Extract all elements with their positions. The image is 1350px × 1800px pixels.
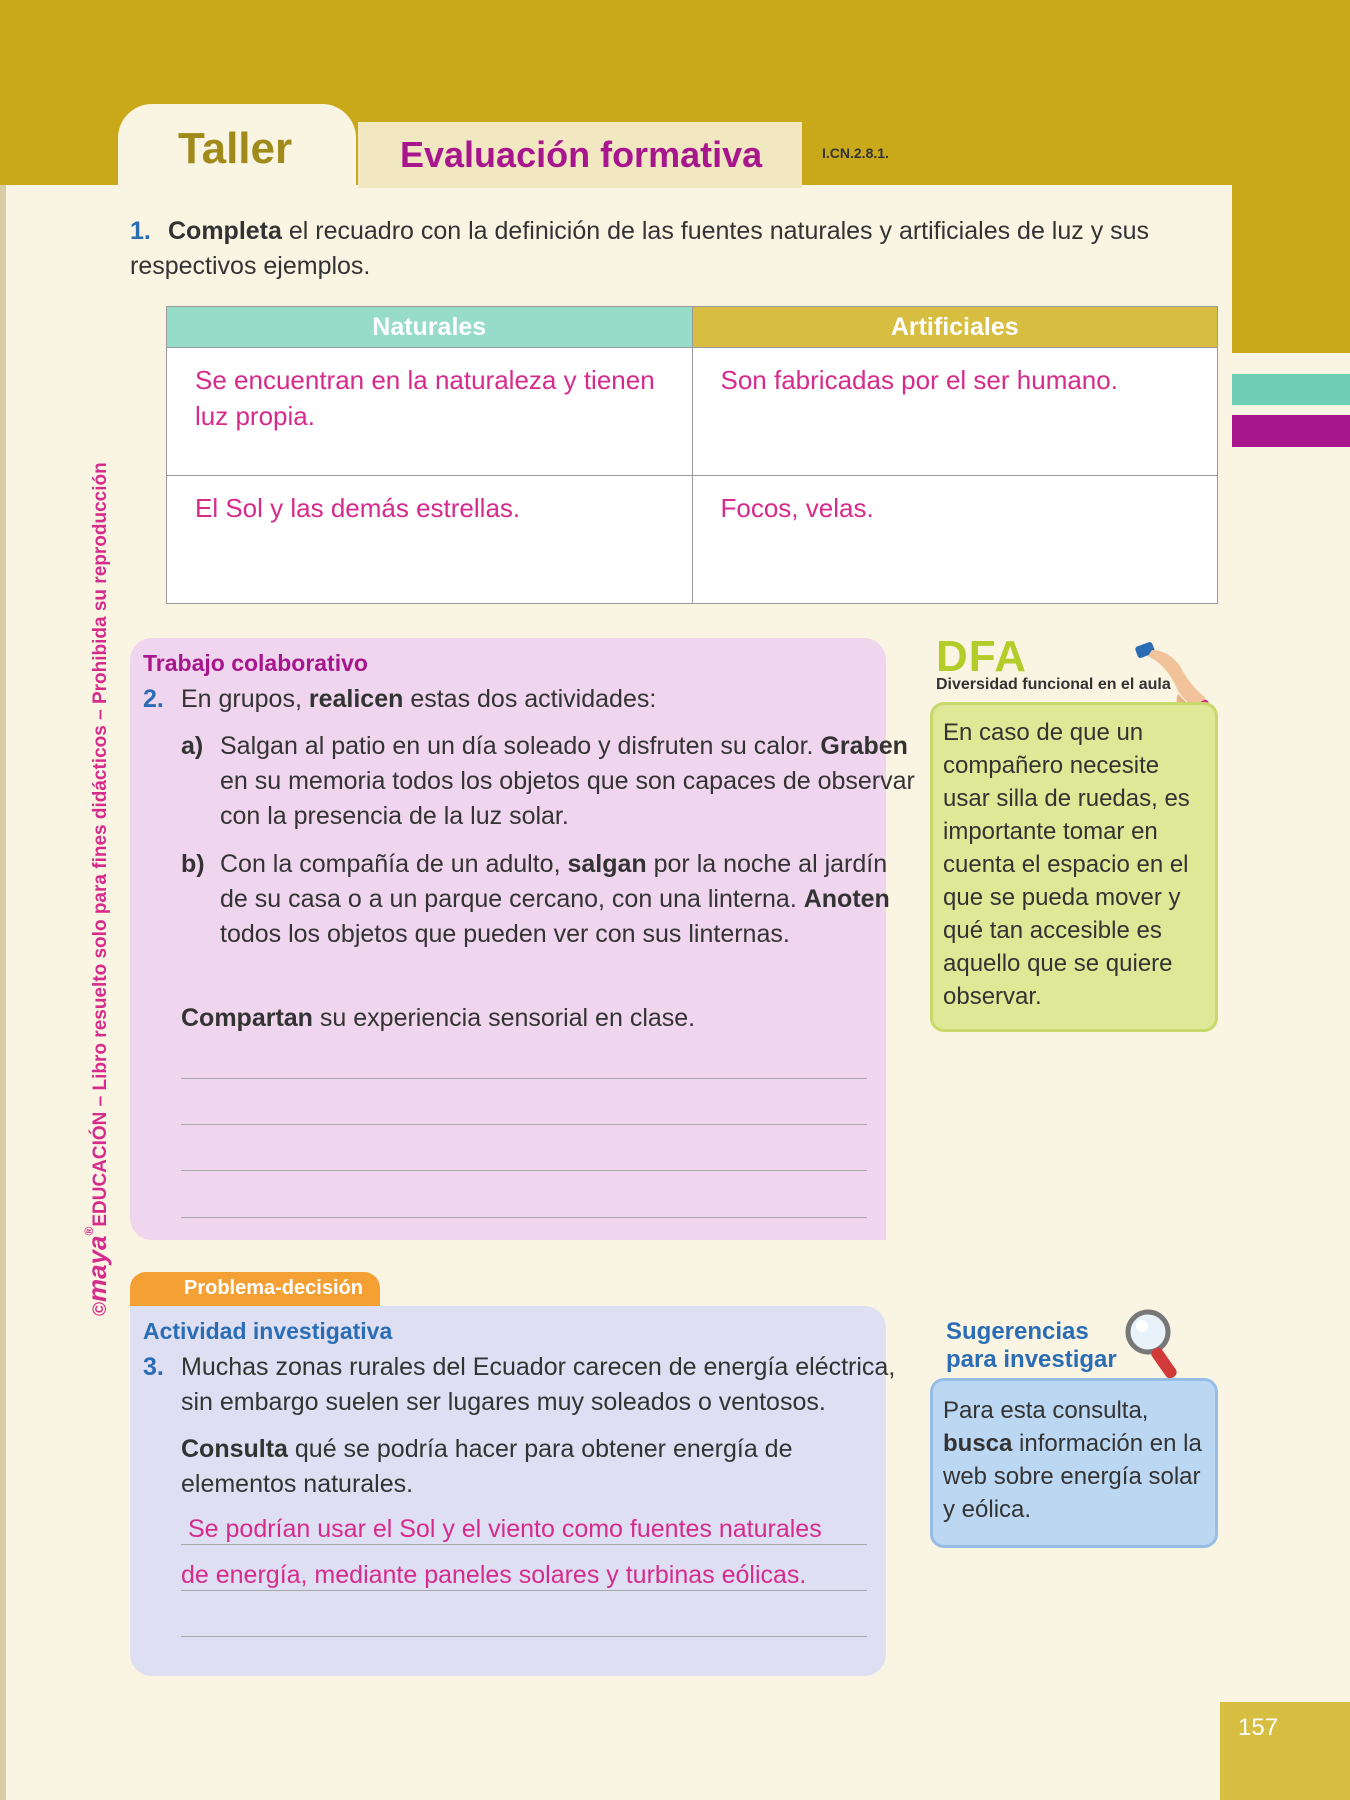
header-artificiales: Artificiales bbox=[692, 307, 1218, 348]
left-edge bbox=[0, 0, 6, 1800]
question-3-text: Muchas zonas rurales del Ecuador carecen de energía eléctrica, sin embargo suelen ser lugares muy soleados o ventosos. bbox=[181, 1353, 896, 1416]
question-1 bbox=[130, 214, 1230, 284]
item-b bbox=[181, 847, 920, 952]
question-3-number: 3. bbox=[143, 1353, 164, 1381]
question-2-number: 2. bbox=[143, 685, 164, 713]
share-text: su experiencia sensorial en clase. bbox=[312, 1004, 696, 1032]
answer-line[interactable] bbox=[181, 1636, 867, 1637]
answer-line-2[interactable]: de energía, mediante paneles solares y turbinas eólicas. bbox=[181, 1561, 807, 1589]
maya-logo: maya bbox=[82, 1235, 112, 1302]
taller-label: Taller bbox=[178, 124, 293, 173]
sugerencias-text bbox=[943, 1394, 1213, 1526]
trabajo-title: Trabajo colaborativo bbox=[143, 650, 368, 676]
sugerencias-title-line-2: para investigar bbox=[946, 1346, 1117, 1373]
header-naturales: Naturales bbox=[167, 307, 693, 348]
item-a-label: a) bbox=[181, 732, 204, 760]
item-b-verb-2: Anoten bbox=[803, 885, 890, 913]
item-b-verb: salgan bbox=[567, 850, 647, 878]
share-verb: Compartan bbox=[181, 1004, 313, 1032]
magnifier-icon bbox=[1122, 1306, 1192, 1388]
indicator-code: I.CN.2.8.1. bbox=[822, 145, 889, 161]
question-1-text: el recuadro con la definición de las fuentes naturales y artificiales de luz y sus respectivos ejemplos. bbox=[130, 217, 1150, 280]
question-2-intro: En grupos, bbox=[181, 685, 309, 713]
cell-naturales-definition[interactable]: Se encuentran en la naturaleza y tienen luz propia. bbox=[167, 348, 693, 476]
taller-tab bbox=[118, 104, 356, 188]
problema-decision-tab bbox=[130, 1272, 380, 1308]
question-1-verb: Completa bbox=[168, 217, 282, 245]
item-b-text-mid: por la noche al jardín de su casa o a un parque cercano, con una linterna. bbox=[220, 850, 888, 913]
question-2-verb: realicen bbox=[308, 685, 404, 713]
evaluacion-tab bbox=[358, 122, 802, 188]
right-decor-band bbox=[1232, 185, 1350, 353]
cell-artificiales-example[interactable]: Focos, velas. bbox=[692, 476, 1218, 604]
copyright-vertical: ©maya®EDUCACIÓN – Libro resuelto solo para fines didácticos – Prohibida su reproducción bbox=[82, 462, 112, 1316]
actividad-title: Actividad investigativa bbox=[143, 1318, 393, 1344]
answer-line[interactable] bbox=[181, 1124, 867, 1125]
answer-line[interactable] bbox=[181, 1170, 867, 1171]
answer-line bbox=[181, 1544, 867, 1545]
problema-decision-label: Problema-decisión bbox=[184, 1277, 363, 1299]
copyright-text: EDUCACIÓN – Libro resuelto solo para fines didácticos – Prohibida su reproducción bbox=[90, 462, 111, 1227]
question-1-number: 1. bbox=[130, 217, 151, 245]
dfa-title: DFA bbox=[936, 632, 1027, 681]
question-3 bbox=[143, 1350, 921, 1420]
item-b-text-end: todos los objetos que pueden ver con sus linternas. bbox=[220, 920, 790, 948]
question-2 bbox=[143, 682, 863, 717]
sugerencias-verb: busca bbox=[943, 1430, 1013, 1457]
sugerencias-text-end: información en la web sobre energía solar y eólica. bbox=[943, 1430, 1202, 1523]
share-instruction bbox=[181, 1001, 881, 1036]
consulta-instruction bbox=[181, 1432, 881, 1502]
consulta-text: qué se podría hacer para obtener energía de elementos naturales. bbox=[181, 1435, 793, 1498]
green-strip bbox=[1232, 374, 1350, 405]
sugerencias-title-line-1: Sugerencias bbox=[946, 1318, 1089, 1345]
evaluacion-label: Evaluación formativa bbox=[400, 134, 763, 175]
light-sources-table bbox=[166, 306, 1218, 604]
dfa-subtitle: Diversidad funcional en el aula bbox=[936, 676, 1171, 693]
answer-line[interactable] bbox=[181, 1217, 867, 1218]
question-2-intro-end: estas dos actividades: bbox=[403, 685, 657, 713]
dfa-text: En caso de que un compañero necesite usar silla de ruedas, es importante tomar en cuenta el espacio en el que se pueda mover y qué tan accesible es aquello que se quiere observar. bbox=[943, 719, 1190, 1010]
answer-line bbox=[181, 1590, 867, 1591]
purple-strip bbox=[1232, 415, 1350, 447]
cell-naturales-example[interactable]: El Sol y las demás estrellas. bbox=[167, 476, 693, 604]
answer-line[interactable] bbox=[181, 1078, 867, 1079]
item-b-label: b) bbox=[181, 850, 205, 878]
page-number: 157 bbox=[1238, 1714, 1279, 1741]
item-a-verb: Graben bbox=[820, 732, 908, 760]
item-b-text: Con la compañía de un adulto, bbox=[220, 850, 568, 878]
sugerencias-text-start: Para esta consulta, bbox=[943, 1397, 1149, 1424]
page-number-box bbox=[1220, 1702, 1350, 1800]
answer-line-1[interactable]: Se podrían usar el Sol y el viento como fuentes naturales bbox=[188, 1515, 822, 1543]
consulta-verb: Consulta bbox=[181, 1435, 288, 1463]
item-a-text-end: en su memoria todos los objetos que son capaces de observar con la presencia de la luz solar. bbox=[220, 767, 915, 830]
item-a bbox=[181, 729, 920, 834]
item-a-text: Salgan al patio en un día soleado y disfruten su calor. bbox=[220, 732, 821, 760]
sugerencias-title bbox=[946, 1318, 1117, 1374]
cell-artificiales-definition[interactable]: Son fabricadas por el ser humano. bbox=[692, 348, 1218, 476]
